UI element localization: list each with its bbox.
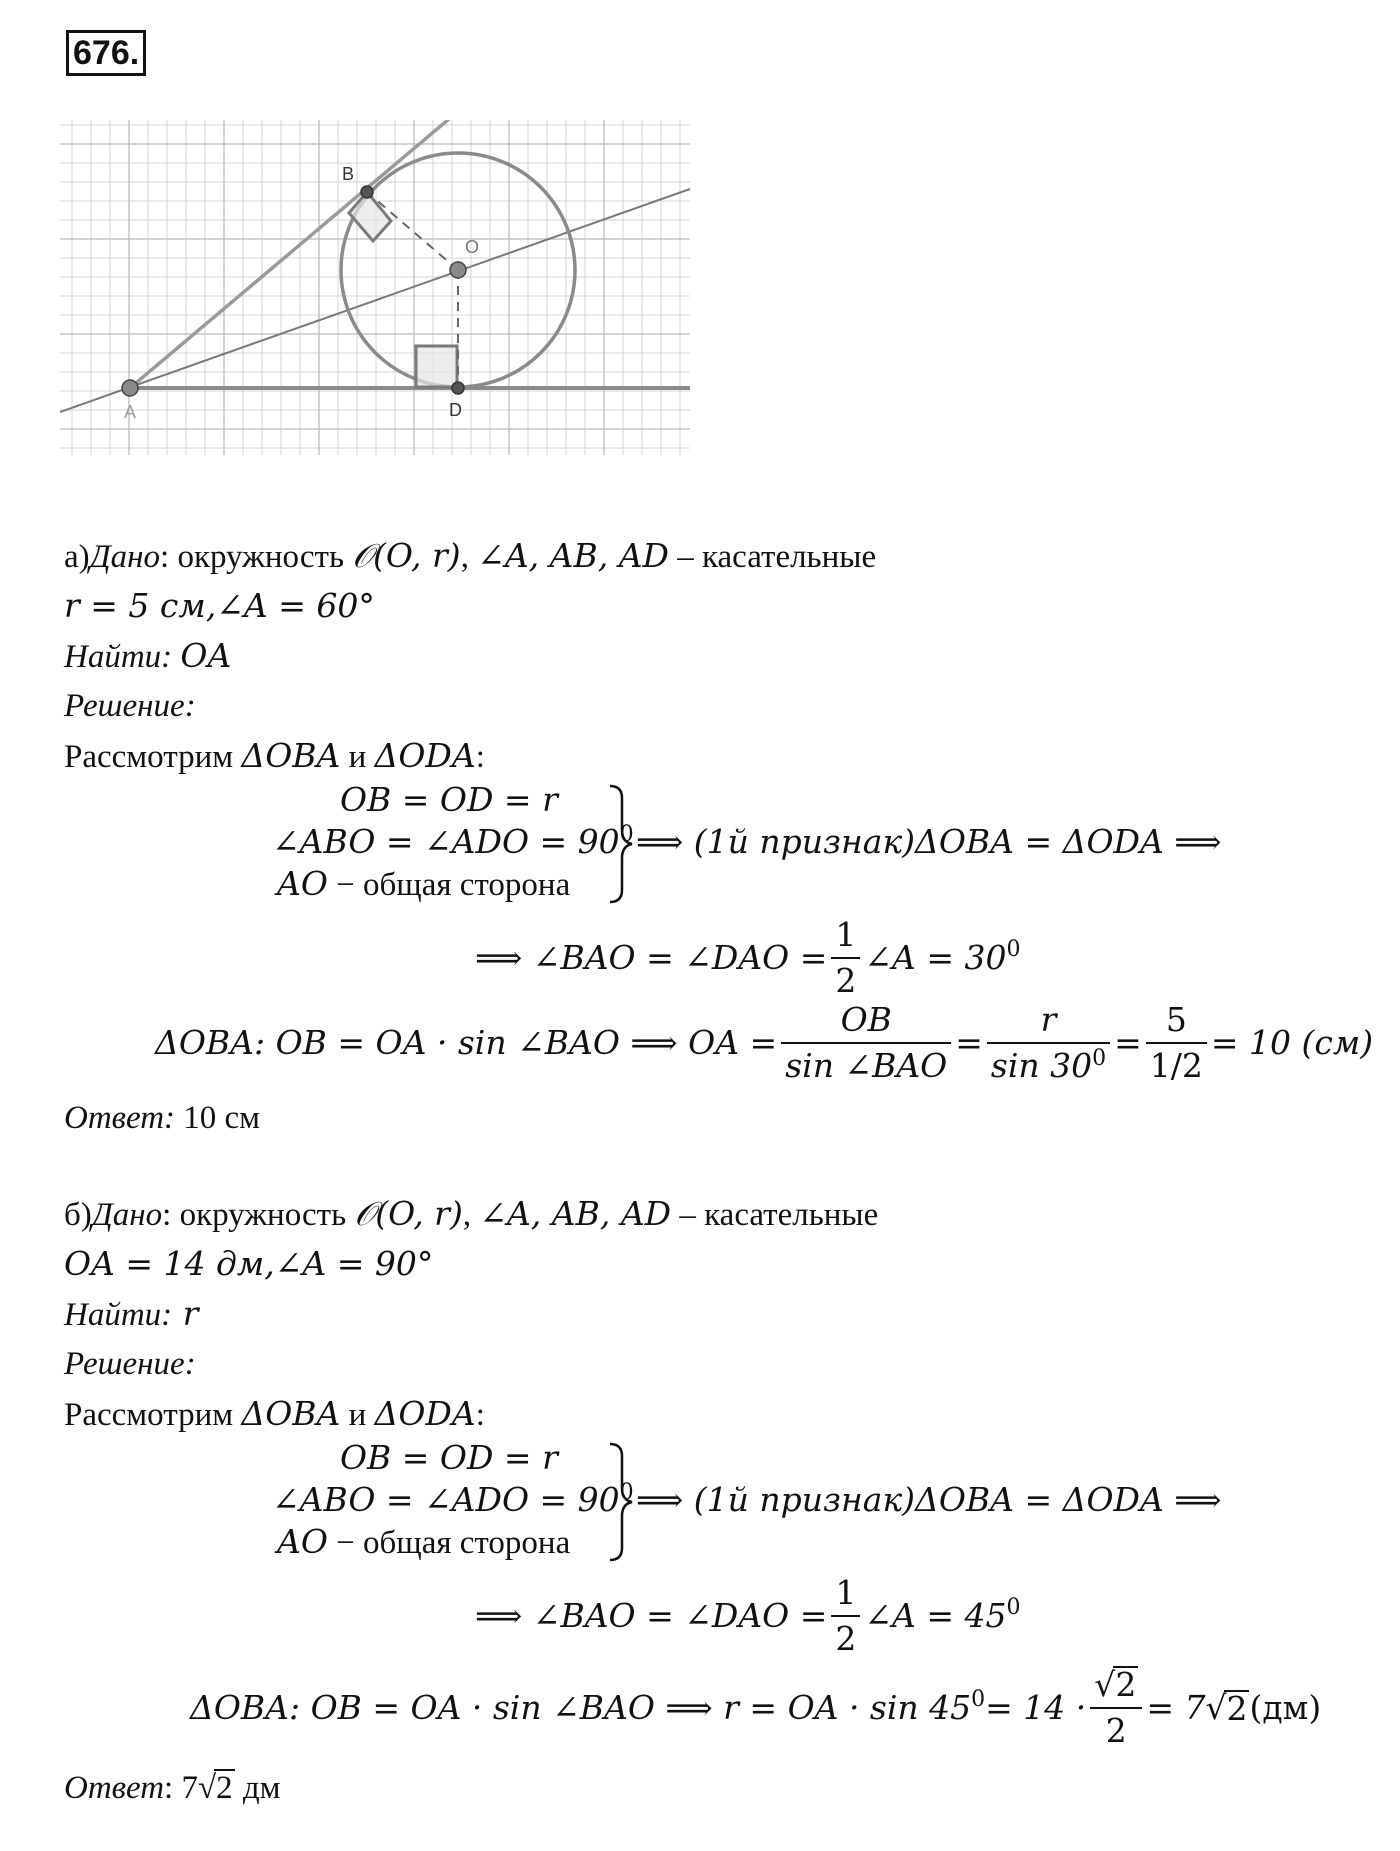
part-b-brace <box>606 1442 634 1562</box>
label-a: A <box>124 402 137 422</box>
answer-value: 10 см <box>175 1100 261 1136</box>
part-b-consider: Рассмотрим ΔOBA и ΔODA: <box>64 1394 485 1433</box>
find-value: OA <box>180 636 232 675</box>
right-angle-mark-d <box>416 346 457 387</box>
part-a-angle-line: ⟹ ∠BAO = ∠DAO = $\frac{1}{2}$ ∠A = 30 0 <box>475 915 1021 1000</box>
label-d: D <box>449 400 462 420</box>
part-b-answer: Ответ: 7√2 дм <box>64 1770 281 1806</box>
part-b-calc-line: ΔOBA: OB = OA · sin ∠BAO ⟹ r = OA · sin 45 0 = 14 · $\frac{√2}{2}$ = 7 √ 2 (дм) <box>190 1665 1322 1750</box>
part-a-brace <box>606 784 634 904</box>
part-a-letter: а) <box>64 539 90 575</box>
label-o: O <box>465 237 480 257</box>
condition-angle: ∠A = 60° <box>216 586 375 625</box>
part-a-consider: Рассмотрим ΔOBA и ΔODA: <box>64 736 485 775</box>
point-a <box>122 380 138 396</box>
part-a-find: Найти: OA <box>64 636 232 675</box>
geometry-figure <box>60 120 700 460</box>
part-a-given-line: а)Дано: окружность 𝒪(O, r), ∠A, AB, AD – касательные <box>64 536 877 575</box>
part-a-answer: Ответ: 10 см <box>64 1100 261 1136</box>
problem-number: 676. <box>66 30 146 76</box>
circle-notation: 𝒪(O, r) <box>352 536 461 575</box>
part-a-sys-line2: ∠ABO = ∠ADO = $90^0$ <box>272 822 634 861</box>
grid <box>60 120 690 455</box>
point-o <box>450 262 466 278</box>
given-word: Дано <box>89 539 161 575</box>
part-b-solution-word: Решение: <box>64 1346 196 1382</box>
part-a-conditions <box>64 586 375 626</box>
tangent-ab <box>130 120 462 388</box>
part-b-find: Найти: r <box>64 1294 199 1333</box>
part-b-angle-line: ⟹ ∠BAO = ∠DAO = $\frac{1}{2}$ ∠A = 45 0 <box>475 1573 1021 1658</box>
part-a-solution-word: Решение: <box>64 688 196 724</box>
part-b-sys-result: ⟹ (1й признак)ΔOBA = ΔODA ⟹ <box>636 1480 1222 1519</box>
label-b: B <box>342 164 355 184</box>
tangent-elements: ∠A, AB, AD <box>477 536 669 575</box>
part-a-sys-line3: AO − общая сторона <box>277 864 571 903</box>
point-b <box>361 186 373 198</box>
part-a-calc-line: ΔOBA: OB = OA · sin ∠BAO ⟹ OA = $\frac{OB}{\text{sin ∠BAO}}$ = $\frac{r}{\sin 30^0}$ = $\frac{5}{1/2}$ = 10 (см) <box>155 1000 1374 1085</box>
part-b-letter: б) <box>64 1197 92 1233</box>
point-d <box>452 382 464 394</box>
part-a-sys-line1: OB = OD = r <box>340 780 558 819</box>
condition-r: r = 5 см, <box>64 586 217 625</box>
part-a-sys-result: ⟹ (1й признак)ΔOBA = ΔODA ⟹ <box>636 822 1222 861</box>
part-b-sys-line2: ∠ABO = ∠ADO = $90^0$ <box>272 1480 634 1519</box>
part-b-sys-line3: AO − общая сторона <box>277 1522 571 1561</box>
part-b-sys-line1: OB = OD = r <box>340 1438 558 1477</box>
part-b-conditions: OA = 14 дм,∠A = 90° <box>64 1244 434 1283</box>
part-b-given-line: б)Дано: окружность 𝒪(O, r), ∠A, AB, AD – касательные <box>64 1194 879 1233</box>
grid-major <box>60 120 690 455</box>
